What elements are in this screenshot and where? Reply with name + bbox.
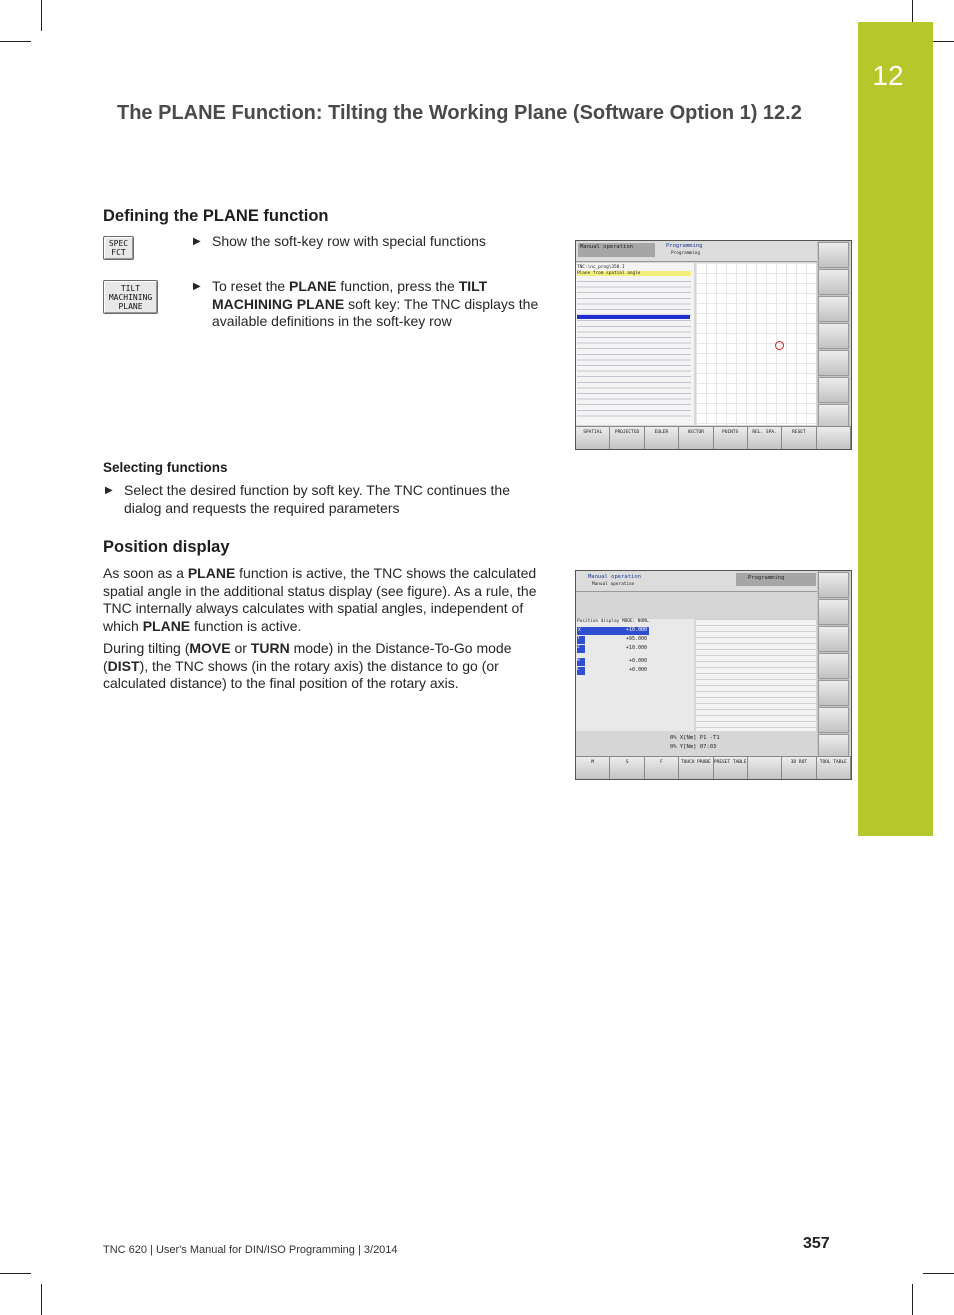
softkey-m[interactable]: M	[576, 757, 610, 779]
highlight-line: Plane from spatial angle	[577, 271, 691, 276]
paragraph-spatial-angle: As soon as a PLANE function is active, the TNC shows the calculated spatial angle in the additional status display (see figure). As a rule, the TNC internally always calculates with spatial angles, independent of which PLANE function is active.	[103, 565, 537, 634]
vertical-softkey-bar	[817, 241, 850, 425]
arrow-right-icon: ▶	[105, 485, 113, 496]
softkey-rel-spa[interactable]: REL. SPA.	[748, 427, 782, 449]
softkey-3d-rot[interactable]: 3D ROT	[782, 757, 816, 779]
crop-mark	[912, 1284, 913, 1315]
softkey-f[interactable]: F	[645, 757, 679, 779]
arrow-right-icon: ▶	[193, 236, 201, 247]
section-heading-selecting: Selecting functions	[103, 460, 228, 475]
axis-row: Z +10.000	[577, 645, 647, 651]
axis-row: C +0.000	[577, 667, 647, 673]
step-reset-plane: ▶ To reset the PLANE function, press the TILT MACHINING PLANE soft key: The TNC displays the available definitions in the soft-key row	[193, 278, 539, 329]
footer-text: TNC 620 | User's Manual for DIN/ISO Programming | 3/2014	[103, 1244, 398, 1256]
mode-label: Manual operation	[588, 574, 641, 580]
crop-mark	[0, 1273, 31, 1274]
chapter-number: 12	[872, 60, 904, 91]
tilt-machining-plane-softkey[interactable]: TILT MACHINING PLANE	[103, 280, 158, 314]
step-select-function: ▶ Select the desired function by soft key. The TNC continues the dialog and requests the required parameters	[105, 482, 510, 516]
status-line-2: 0% Y[Nm] 07:03	[670, 744, 717, 750]
softkey-reset[interactable]: RESET	[782, 427, 816, 449]
softkey-points[interactable]: POINTS	[714, 427, 748, 449]
section-heading-defining: Defining the PLANE function	[103, 207, 329, 225]
paragraph-distance-to-go: During tilting (MOVE or TURN mode) in the Distance-To-Go mode (DIST), the TNC shows (in the rotary axis) the distance to go (or calculated distance) to the final position of the rotary axis.	[103, 640, 512, 691]
softkey-row	[576, 756, 851, 779]
pos-title: Position display MODE: NOML.	[577, 619, 652, 624]
prog-label: Programming	[666, 243, 703, 249]
tnc-screenshot-plane-softkeys	[575, 240, 852, 450]
softkey-projected[interactable]: PROJECTED	[610, 427, 644, 449]
softkey-row	[576, 426, 851, 449]
softkey-empty[interactable]	[817, 427, 851, 449]
status-line-1: 0% X[Nm] P1 -T1	[670, 735, 720, 741]
prog-label: Programming	[748, 575, 785, 581]
vertical-softkey-bar	[817, 571, 850, 755]
crop-mark	[41, 0, 42, 31]
file-path: TNC:\nc_prog\350.I	[577, 265, 625, 270]
running-title: The PLANE Function: Tilting the Working Plane (Software Option 1) 12.2	[117, 102, 802, 124]
mode-sub: Manual operation	[592, 582, 635, 587]
prog-sub: Programming	[671, 251, 701, 256]
softkey-tool-table[interactable]: TOOL TABLE	[817, 757, 851, 779]
spec-fct-softkey[interactable]: SPEC FCT	[103, 236, 134, 260]
softkey-s[interactable]: S	[610, 757, 644, 779]
crop-mark	[0, 41, 31, 42]
softkey-touch-probe[interactable]: TOUCH PROBE	[679, 757, 713, 779]
softkey-empty[interactable]	[748, 757, 782, 779]
axis-row: B +0.000	[577, 658, 647, 664]
softkey-spatial[interactable]: SPATIAL	[576, 427, 610, 449]
crop-mark	[41, 1284, 42, 1315]
softkey-vector[interactable]: VECTOR	[679, 427, 713, 449]
chapter-tab	[858, 22, 933, 836]
axis-row: Y +95.000	[577, 636, 647, 642]
mode-label: Manual operation	[580, 244, 633, 250]
axis-row: X +10.000	[578, 627, 647, 633]
softkey-preset-table[interactable]: PRESET TABLE	[714, 757, 748, 779]
tnc-screenshot-position-display	[575, 570, 852, 780]
page-number: 357	[803, 1235, 830, 1252]
crop-mark	[923, 1273, 954, 1274]
softkey-euler[interactable]: EULER	[645, 427, 679, 449]
section-heading-position-display: Position display	[103, 538, 230, 556]
arrow-right-icon: ▶	[193, 281, 201, 292]
